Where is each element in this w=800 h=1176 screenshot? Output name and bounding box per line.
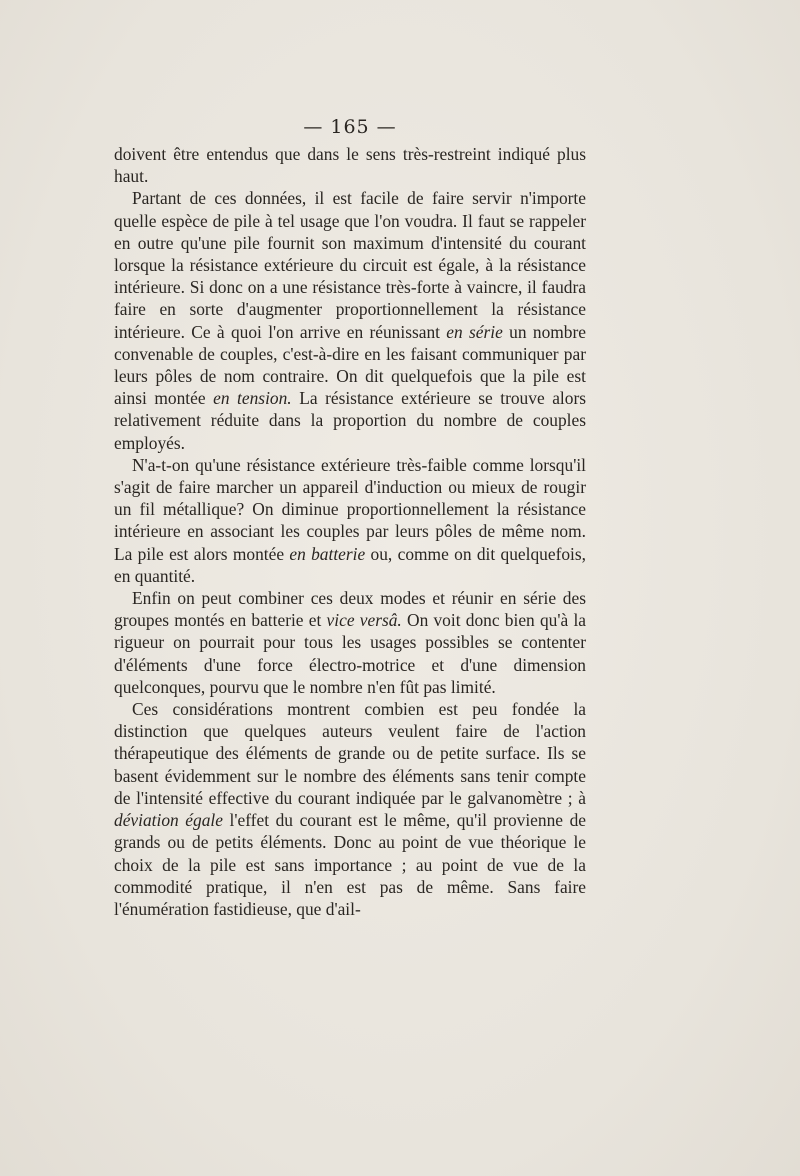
page-number: — 165 — [303,116,397,138]
text-segment: On voit donc bien qu'à la rigueur on pourrait pour tous les usages possibles se contenter d'éléments d'une force électro-motrice et d'une dimension quelconques, pourvu que le nombre n'en fût pas limité. [114,610,586,697]
text-segment: un nombre convenable de couples, c'est-à-dire en les faisant communiquer par leurs pôles de nom contraire. On dit quelquefois que la pile est ainsi montée [114,321,586,409]
italic-text: vice versâ. [326,610,402,631]
paragraph [114,587,586,698]
paragraph [114,187,586,453]
italic-text: en batterie [289,543,366,564]
italic-text: déviation égale [114,810,223,831]
text-segment: doivent être entendus que dans le sens très-restreint indiqué plus haut. [114,144,586,187]
text-segment: Partant de ces données, il est facile de faire servir n'importe quelle espèce de pile à tel usage que l'on voudra. Il faut se rappeler en outre qu'une pile fournit son maximum d'intensité du courant lorsque la résistance extérieure du circuit est égale, à la résistance intérieure. Si donc on a une résistance très-forte à vaincre, il faudra faire en sorte d'augmenter proportionnellement la résistance intérieure. Ce à quoi l'on arrive en réunissant [114,188,586,342]
paragraph [114,143,586,187]
text-segment: l'effet du courant est le même, qu'il provienne de grands ou de petits éléments. Donc au point de vue théorique le choix de la pile est sans importance ; au point de vue de la commodité pratique, il n'en est pas de même. Sans faire l'énumération fastidieuse, que d'ail- [114,810,586,919]
italic-text: en série [446,321,503,342]
text-segment: N'a-t-on qu'une résistance extérieure très-faible comme lorsqu'il s'agit de faire marcher un appareil d'induction ou mieux de rougir un fil métallique? On diminue proportionnellement la résistance intérieure en associant les couples par leurs pôles de même nom. La pile est alors montée [114,454,586,564]
paragraph [114,698,586,920]
paragraph [114,454,586,587]
italic-text: en tension. [213,388,292,409]
text-segment: Ces considérations montrent combien est peu fondée la distinction que quelques auteurs veulent faire de l'action thérapeutique des éléments de grande ou de petite surface. Ils se basent évidemment sur le nombre des éléments sans tenir compte de l'intensité effective du courant indiquée par le galvanomètre ; à [114,699,586,808]
text-segment: La résistance extérieure se trouve alors relativement réduite dans la proportion du nombre de couples employés. [114,388,586,453]
text-segment: Enfin on peut combiner ces deux modes et réunir en série des groupes montés en batterie et [114,588,586,631]
text-segment: ou, comme on dit quelquefois, en quantité. [114,543,587,586]
body-text [114,143,586,920]
